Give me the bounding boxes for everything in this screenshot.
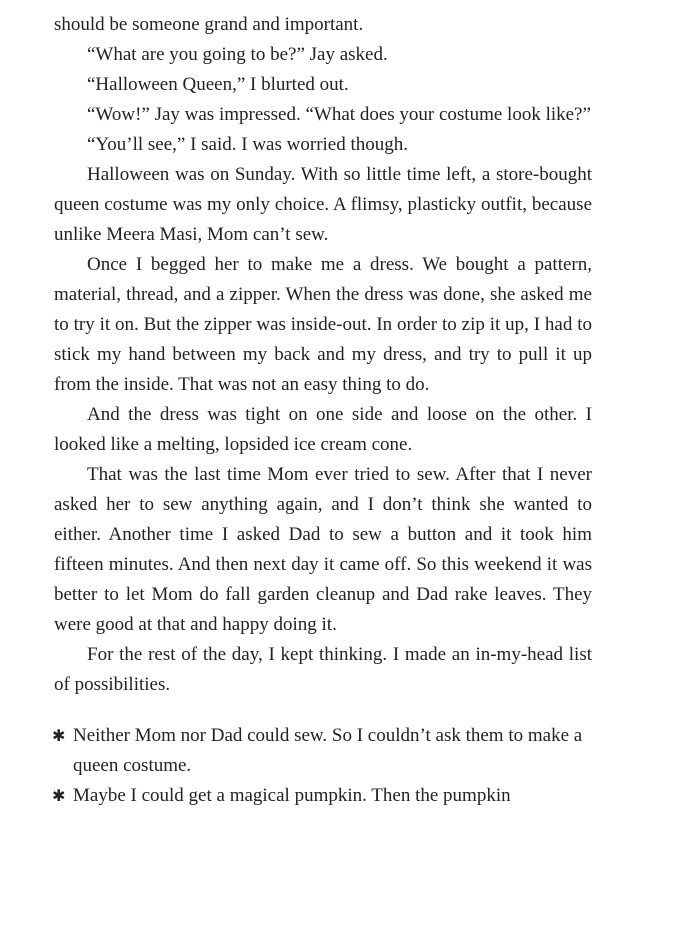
list-item-text: Neither Mom nor Dad could sew. So I couldn’t ask them to make a queen costume.: [73, 725, 583, 776]
possibilities-list: [54, 721, 592, 811]
asterisk-bullet-icon: ✱: [52, 726, 66, 745]
list-item-text: Maybe I could get a magical pumpkin. Then the pumpkin: [73, 785, 511, 806]
paragraph: And the dress was tight on one side and loose on the other. I looked like a melting, lopsided ice cream cone.: [54, 404, 592, 455]
paragraph: “What are you going to be?” Jay asked.: [87, 44, 388, 65]
paragraph: Once I begged her to make me a dress. We bought a pattern, material, thread, and a zipper. When the dress was done, she asked me to try it on. But the zipper was inside-out. In order to zip it up, I had to stick my hand between my back and my dress, and try to pull it up from the inside. That was not an easy thing to do.: [54, 254, 592, 395]
book-page: [54, 10, 592, 811]
list-item: [54, 721, 592, 781]
paragraph: That was the last time Mom ever tried to sew. After that I never asked her to sew anything again, and I don’t think she wanted to either. Another time I asked Dad to sew a button and it took him fifteen minutes. And then next day it came off. So this weekend it was better to let Mom do fall garden cleanup and Dad rake leaves. They were good at that and happy doing it.: [54, 464, 592, 635]
paragraph: should be someone grand and important.: [54, 14, 364, 35]
paragraph: “You’ll see,” I said. I was worried though.: [87, 134, 409, 155]
asterisk-bullet-icon: ✱: [52, 786, 66, 805]
paragraph: For the rest of the day, I kept thinking. I made an in-my-head list of possibilities.: [54, 644, 592, 695]
paragraph: “Wow!” Jay was impressed. “What does your costume look like?”: [87, 104, 591, 125]
paragraph: Halloween was on Sunday. With so little time left, a store-bought queen costume was my only choice. A flimsy, plasticky outfit, because unlike Meera Masi, Mom can’t sew.: [54, 164, 592, 245]
paragraph: “Halloween Queen,” I blurted out.: [87, 74, 349, 95]
list-item: [54, 781, 592, 811]
